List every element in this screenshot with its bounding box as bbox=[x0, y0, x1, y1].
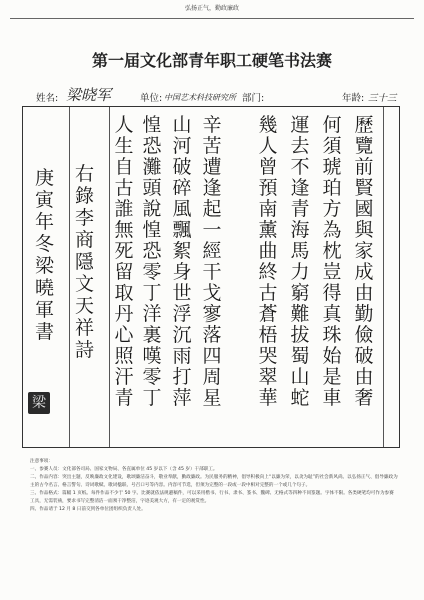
column-divider bbox=[69, 107, 70, 447]
character: 打 bbox=[172, 366, 192, 388]
character: 家 bbox=[354, 240, 374, 262]
character: 雨 bbox=[172, 345, 192, 367]
character: 成 bbox=[354, 261, 374, 283]
character: 零 bbox=[142, 261, 162, 283]
character: 周 bbox=[202, 366, 222, 388]
character: 歷 bbox=[354, 114, 374, 136]
character: 青 bbox=[114, 387, 134, 409]
character: 窮 bbox=[290, 282, 310, 304]
character: 是 bbox=[322, 366, 342, 388]
notes-section bbox=[30, 458, 398, 514]
character: 軍 bbox=[35, 299, 55, 321]
poem-column bbox=[199, 115, 225, 409]
age-label: 年龄: bbox=[342, 93, 365, 104]
attribution-column bbox=[75, 163, 94, 361]
character: 何 bbox=[322, 114, 342, 136]
character: 苦 bbox=[202, 135, 222, 157]
character: 書 bbox=[35, 321, 55, 343]
character: 青 bbox=[290, 198, 310, 220]
character: 自 bbox=[114, 156, 134, 178]
character: 人 bbox=[258, 135, 278, 157]
character: 世 bbox=[172, 282, 192, 304]
character: 梧 bbox=[258, 324, 278, 346]
character: 幾 bbox=[258, 114, 278, 136]
poem-column bbox=[351, 115, 377, 409]
character: 逢 bbox=[290, 177, 310, 199]
character: 落 bbox=[202, 324, 222, 346]
character: 風 bbox=[172, 198, 192, 220]
character: 曉 bbox=[35, 277, 55, 299]
character: 嘆 bbox=[142, 345, 162, 367]
poem-column bbox=[139, 115, 165, 409]
character: 灘 bbox=[142, 156, 162, 178]
character: 車 bbox=[322, 387, 342, 409]
character: 由 bbox=[354, 282, 374, 304]
character: 萍 bbox=[172, 387, 192, 409]
character: 拔 bbox=[290, 324, 310, 346]
artist-seal: 梁 bbox=[28, 392, 50, 414]
character: 無 bbox=[114, 219, 134, 241]
character: 四 bbox=[202, 345, 222, 367]
character: 古 bbox=[114, 177, 134, 199]
character: 文 bbox=[75, 273, 95, 295]
character: 方 bbox=[322, 198, 342, 220]
character: 逢 bbox=[202, 177, 222, 199]
character: 庚 bbox=[35, 167, 55, 189]
character: 起 bbox=[202, 198, 222, 220]
character: 得 bbox=[322, 282, 342, 304]
unit-label: 单位: bbox=[140, 93, 163, 104]
character: 飄 bbox=[172, 219, 192, 241]
character: 丁 bbox=[142, 282, 162, 304]
character: 絮 bbox=[172, 240, 192, 262]
character: 蜀 bbox=[290, 345, 310, 367]
character: 珀 bbox=[322, 177, 342, 199]
character: 生 bbox=[114, 135, 134, 157]
character: 山 bbox=[172, 114, 192, 136]
character: 真 bbox=[322, 303, 342, 325]
character: 曾 bbox=[258, 156, 278, 178]
character: 祥 bbox=[75, 317, 95, 339]
character: 枕 bbox=[322, 240, 342, 262]
character: 海 bbox=[290, 219, 310, 241]
character: 不 bbox=[290, 156, 310, 178]
unit-value: 中国艺术科技研究所 bbox=[164, 93, 236, 102]
character: 為 bbox=[322, 219, 342, 241]
character: 古 bbox=[258, 282, 278, 304]
character: 惶 bbox=[142, 219, 162, 241]
character: 曲 bbox=[258, 240, 278, 262]
calligraphy-frame bbox=[22, 106, 400, 448]
header-rule bbox=[10, 18, 414, 19]
character: 心 bbox=[114, 324, 134, 346]
character: 破 bbox=[172, 156, 192, 178]
character: 恐 bbox=[142, 240, 162, 262]
poem-column bbox=[287, 115, 313, 409]
character: 隱 bbox=[75, 251, 95, 273]
character: 錄 bbox=[75, 185, 95, 207]
character: 豈 bbox=[322, 261, 342, 283]
character: 留 bbox=[114, 261, 134, 283]
character: 詩 bbox=[75, 339, 95, 361]
character: 與 bbox=[354, 219, 374, 241]
character: 經 bbox=[202, 240, 222, 262]
character: 山 bbox=[290, 366, 310, 388]
character: 奢 bbox=[354, 387, 374, 409]
character: 干 bbox=[202, 261, 222, 283]
poem-column bbox=[319, 115, 345, 409]
character: 珠 bbox=[322, 324, 342, 346]
notes-heading: 注意事项： bbox=[30, 459, 53, 464]
character: 覽 bbox=[354, 135, 374, 157]
character: 照 bbox=[114, 345, 134, 367]
character: 須 bbox=[322, 135, 342, 157]
name-label: 姓名: bbox=[36, 93, 59, 104]
dept-label: 部门: bbox=[242, 93, 265, 104]
signature-column bbox=[35, 167, 54, 343]
character: 裏 bbox=[142, 324, 162, 346]
character: 零 bbox=[142, 366, 162, 388]
character: 哭 bbox=[258, 345, 278, 367]
character: 汗 bbox=[114, 366, 134, 388]
character: 人 bbox=[114, 114, 134, 136]
character: 前 bbox=[354, 156, 374, 178]
character: 始 bbox=[322, 345, 342, 367]
notes-item: 一、参赛人员：文化部各司局、国家文物局、各直属单位 45 岁以下（含 45 岁）干部职工。 bbox=[30, 467, 218, 472]
character: 運 bbox=[290, 114, 310, 136]
character: 琥 bbox=[322, 156, 342, 178]
page-header bbox=[0, 0, 424, 22]
character: 破 bbox=[354, 345, 374, 367]
character: 賢 bbox=[354, 177, 374, 199]
character: 翠 bbox=[258, 366, 278, 388]
poem-column bbox=[111, 115, 137, 409]
character: 儉 bbox=[354, 324, 374, 346]
age-value: 三十三 bbox=[368, 93, 397, 104]
name-value: 梁晓军 bbox=[66, 86, 112, 104]
character: 戈 bbox=[202, 282, 222, 304]
character: 李 bbox=[75, 207, 95, 229]
character: 丹 bbox=[114, 303, 134, 325]
entrant-info bbox=[36, 84, 397, 106]
column-divider bbox=[109, 107, 110, 447]
character: 力 bbox=[290, 261, 310, 283]
character: 死 bbox=[114, 240, 134, 262]
character: 頭 bbox=[142, 177, 162, 199]
notes-item: 四、作品请于 12 月 8 日前交到各单位团组织负责人处。 bbox=[30, 507, 146, 512]
character: 蛇 bbox=[290, 387, 310, 409]
header-slogan: 弘扬正气，勤政廉政 bbox=[184, 5, 239, 12]
character: 沉 bbox=[172, 324, 192, 346]
character: 難 bbox=[290, 303, 310, 325]
character: 梁 bbox=[35, 255, 55, 277]
character: 由 bbox=[354, 366, 374, 388]
page-title: 第一届文化部青年职工硬笔书法赛 bbox=[91, 51, 332, 70]
character: 一 bbox=[202, 219, 222, 241]
column-divider bbox=[383, 107, 384, 447]
character: 洋 bbox=[142, 303, 162, 325]
character: 右 bbox=[75, 163, 95, 185]
character: 取 bbox=[114, 282, 134, 304]
character: 薰 bbox=[258, 219, 278, 241]
character: 天 bbox=[75, 295, 95, 317]
character: 浮 bbox=[172, 303, 192, 325]
poem-column bbox=[169, 115, 195, 409]
character: 終 bbox=[258, 261, 278, 283]
character: 年 bbox=[35, 211, 55, 233]
character: 碎 bbox=[172, 177, 192, 199]
poem-column bbox=[255, 115, 281, 409]
character: 華 bbox=[258, 387, 278, 409]
character: 星 bbox=[202, 387, 222, 409]
notes-item: 二、作品内容：突出主题，反映廉政文化建设，歌颂廉洁奋斗，敬业奉献，勤政廉政。为民服务的精神，倡导积极向上“以廉为荣，以贪为耻”的社会新风尚。以弘扬正气、倡导廉政为主的古今名言、格言警句、诗词歌赋、歌词楹联、号召口号等内容。内容可节选，但须为完整的一段或一段中相对完整的一个或几个句子。 bbox=[30, 475, 398, 488]
character: 河 bbox=[172, 135, 192, 157]
character: 說 bbox=[142, 198, 162, 220]
character: 恐 bbox=[142, 135, 162, 157]
character: 誰 bbox=[114, 198, 134, 220]
character: 冬 bbox=[35, 233, 55, 255]
character: 去 bbox=[290, 135, 310, 157]
character: 預 bbox=[258, 177, 278, 199]
character: 辛 bbox=[202, 114, 222, 136]
character: 南 bbox=[258, 198, 278, 220]
character: 勤 bbox=[354, 303, 374, 325]
character: 身 bbox=[172, 261, 192, 283]
character: 蒼 bbox=[258, 303, 278, 325]
character: 寅 bbox=[35, 189, 55, 211]
character: 丁 bbox=[142, 387, 162, 409]
character: 商 bbox=[75, 229, 95, 251]
character: 國 bbox=[354, 198, 374, 220]
character: 遭 bbox=[202, 156, 222, 178]
character: 馬 bbox=[290, 240, 310, 262]
notes-item: 三、作品格式：篇幅 1 页纸。每件作品不少于 50 字。比赛就依法规避稿件，可以采用楷书、行书、隶书、篆书、魏碑、无格式等四种不同篆题。字体不限。各类硬笔均可作为参赛工具，无需装裱，要求书写完整清洁一面须干净整洁，字迹美观大方，有一定的观赏性。 bbox=[30, 491, 394, 504]
character: 惶 bbox=[142, 114, 162, 136]
character: 寥 bbox=[202, 303, 222, 325]
